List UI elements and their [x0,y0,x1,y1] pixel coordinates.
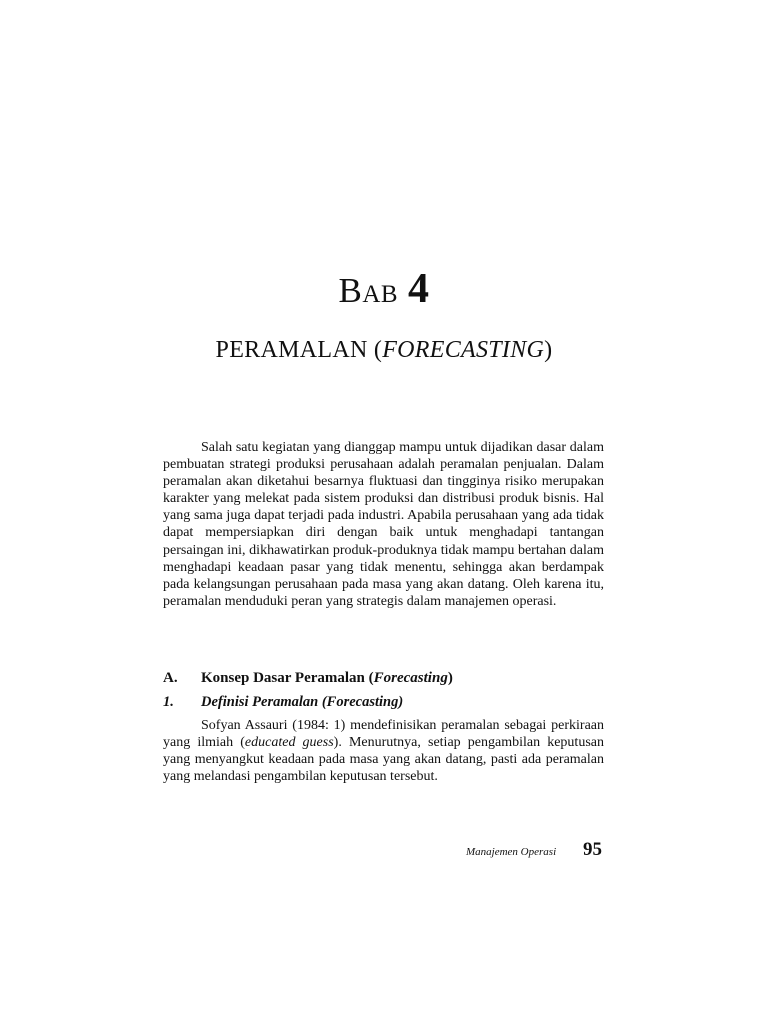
chapter-number: 4 [408,266,430,312]
definition-italic-term: educated guess [244,735,334,751]
page-number: 95 [583,839,602,860]
chapter-title-main: PERAMALAN ( [215,337,383,363]
chapter-word-rest: AB [362,281,399,308]
definition-text-before: Sofyan Assauri (1984: 1) mendefinisikan peramalan sebagai perkiraan yang ilmiah ( [163,718,604,751]
subsection-1-label: 1. [163,694,174,710]
chapter-title [0,336,768,364]
footer-book-title: Manajemen Operasi [466,846,557,858]
subsection-heading-1 [163,693,604,711]
chapter-heading [0,268,768,310]
section-heading-a [163,669,604,687]
intro-paragraph: Salah satu kegiatan yang dianggap mampu untuk dijadikan dasar dalam pembuatan strategi produksi perusahaan adalah peramalan penjualan. Dalam peramalan akan diketahui besarnya fluktuasi dan tingginya risiko merupakan karakter yang melekat pada sistem produksi dan distribusi produk bisnis. Hal yang sama juga dapat terjadi pada industri. Apabila perusahaan yang ada tidak dapat mempersiapkan diri dengan baik untuk menghadapi tantangan persaingan ini, dikhawatirkan produk-produknya tidak mampu bertahan dalam menghadapi keadaan pasar yang tidak menentu, sehingga akan berdampak pada kelangsungan perusahaan pada masa yang akan datang. Oleh karena itu, peramalan menduduki peran yang strategis dalam manajemen operasi. [163,440,604,609]
section-a-close: ) [447,670,453,686]
subsection-1-text: Definisi Peramalan (Forecasting) [201,694,404,710]
section-a-label: A. [163,670,178,686]
section-a-text: Konsep Dasar Peramalan ( [201,670,374,686]
chapter-title-italic: FORECASTING [382,337,545,363]
chapter-title-close: ) [544,337,553,363]
definition-text-after: ). Menurutnya, setiap pengambilan keputusan yang menyangkut keadaan pada masa yang akan datang, pasti ada peramalan yang melandasi pengambilan keputusan tersebut. [163,735,604,785]
section-a-italic: Forecasting [373,670,448,686]
definition-paragraph [163,717,604,785]
chapter-word-initial: B [338,271,363,310]
